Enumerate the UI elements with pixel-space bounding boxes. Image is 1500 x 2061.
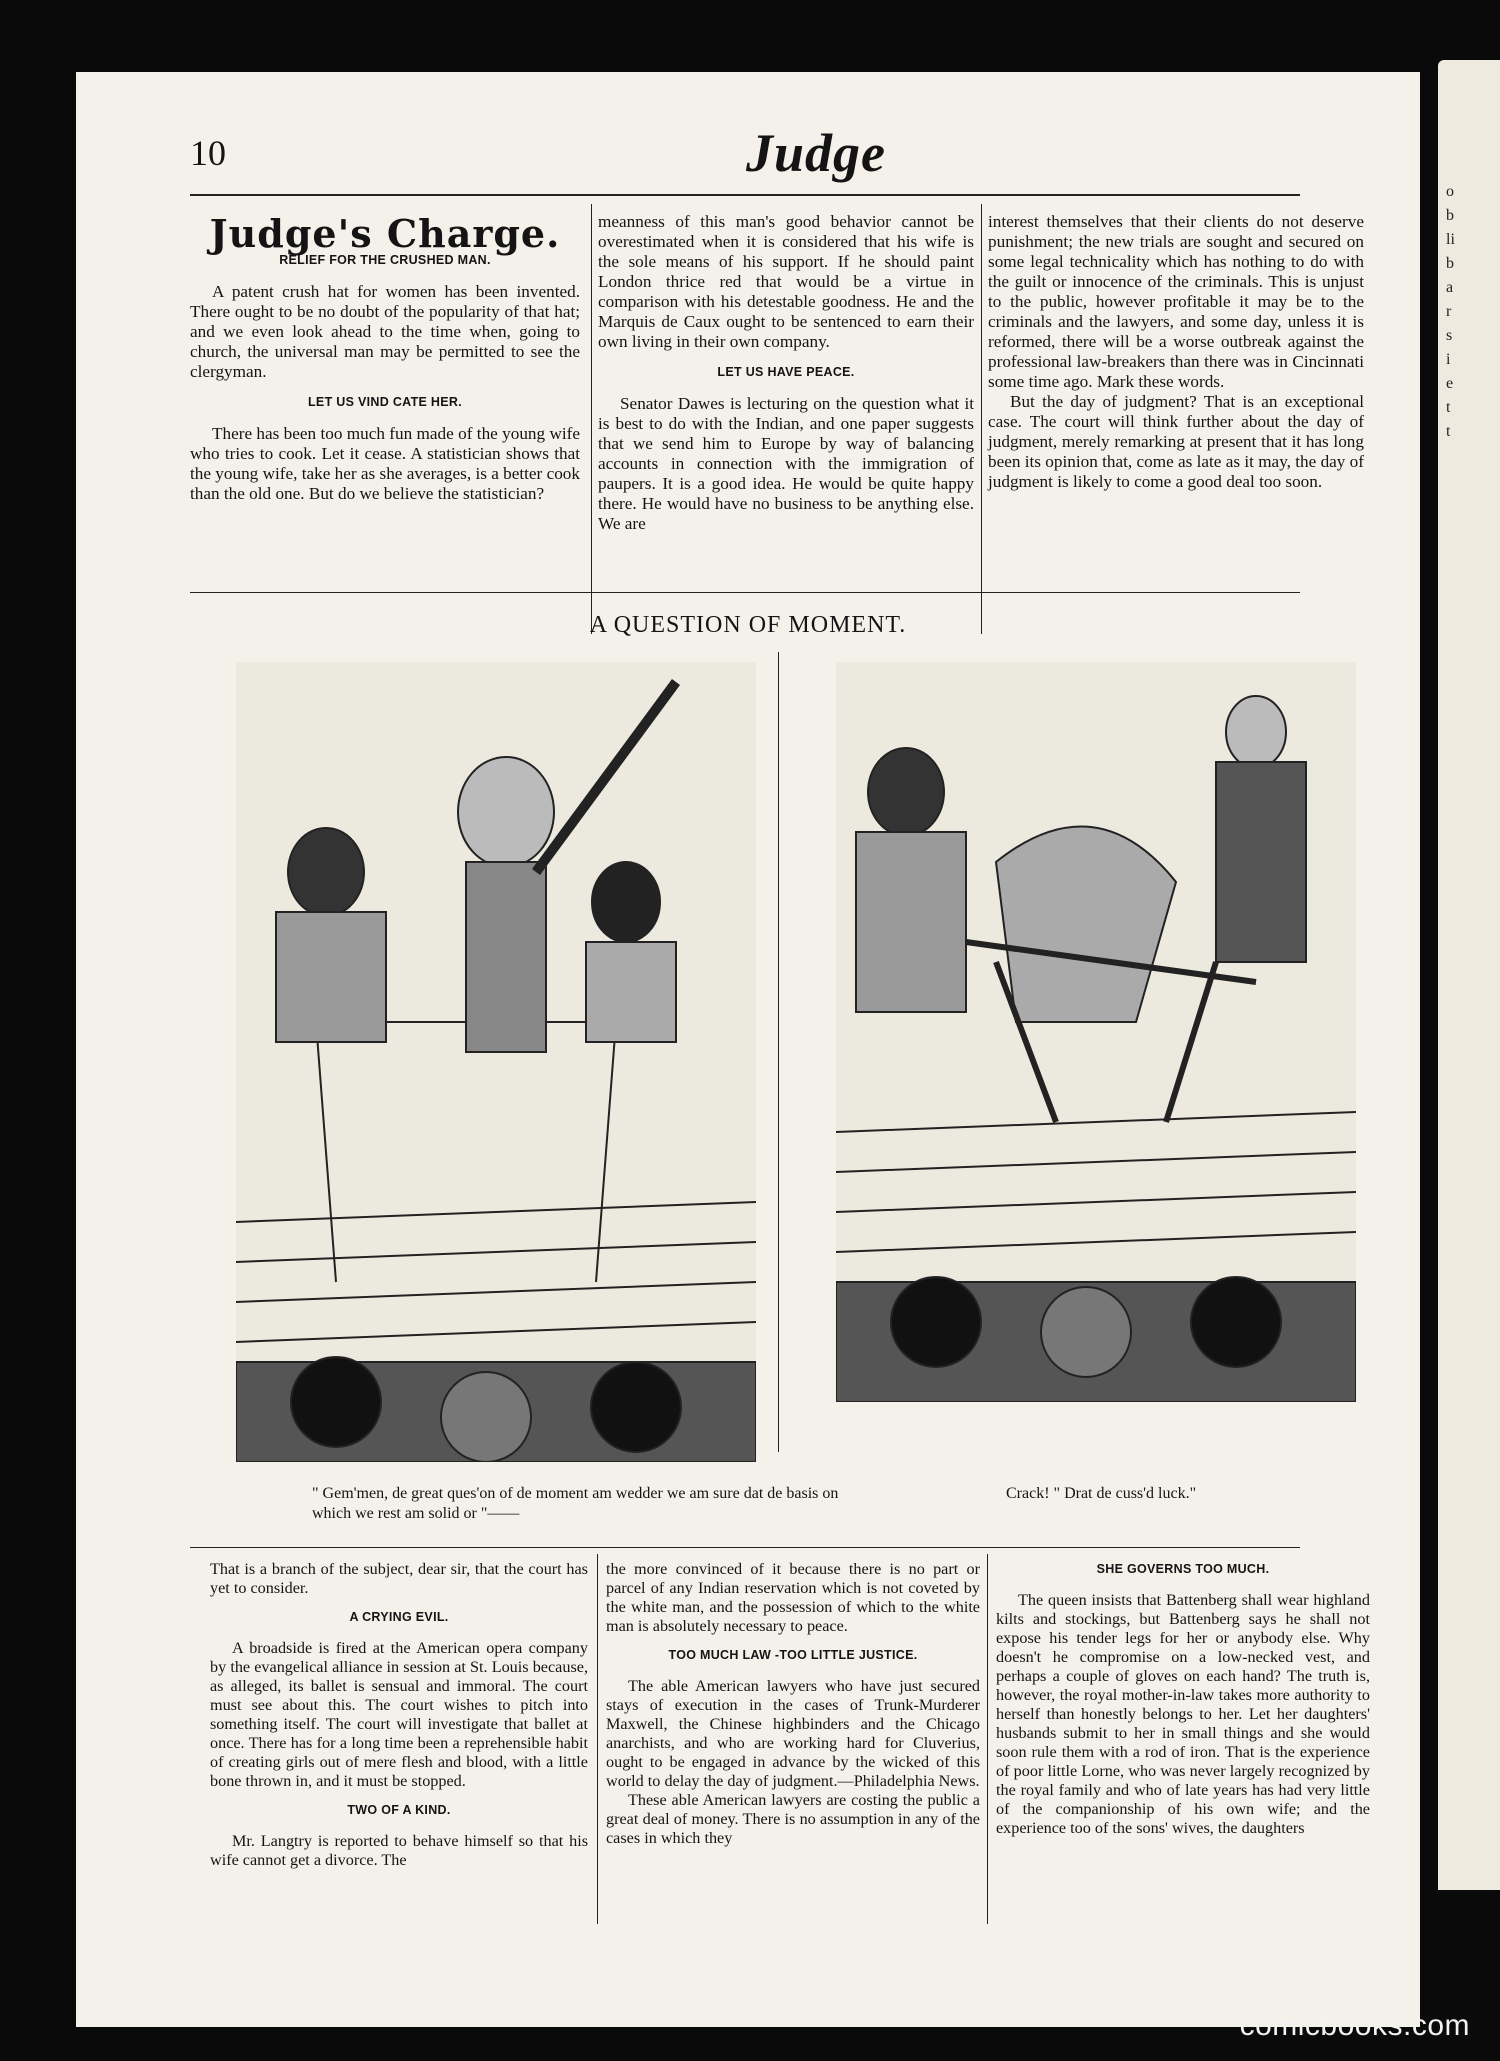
sliver-letter: o — [1446, 183, 1454, 200]
subheading: A CRYING EVIL. — [349, 1610, 449, 1624]
sliver-letter: t — [1446, 399, 1451, 416]
cartoon-panel-left — [236, 662, 756, 1462]
subheading: TOO MUCH LAW -TOO LITTLE JUSTICE. — [668, 1648, 918, 1662]
paragraph: These able American lawyers are costing the public a great deal of money. There is no assumption in any of the cases in which they — [606, 1791, 980, 1847]
paragraph: interest themselves that their clients do not deserve punishment; the new trials are sought and secured on some legal technicality which has nothing to do with the guilt or innocence of the criminals. This is unjust to the public, however profitable it may be to the criminals and the lawyers, and some day, unless it is reformed, there will be a worse outbreak against the professional law-breakers than there was in Cincinnati some time ago. Mark these words. — [988, 212, 1364, 391]
bottom-column-1 — [210, 1560, 588, 1870]
subheading: LET US VIND CATE HER. — [308, 395, 462, 409]
caption-left: " Gem'men, de great ques'on of de moment am wedder we am sure dat de basis on which we rest am solid or "—— — [312, 1485, 839, 1522]
sliver-letter: b — [1446, 255, 1454, 272]
caption-right: Crack! " Drat de cuss'd luck." — [1006, 1485, 1197, 1502]
sliver-letter: b — [1446, 207, 1454, 224]
paragraph: A broadside is fired at the American opera company by the evangelical alliance in session at St. Louis because, as alleged, its ballet is sensual and immoral. The court must see about this. The court wishes to pitch into something itself. The court will investigate that ballet at once. There has for a long time been a reprehensible habit of creating girls out of mere flesh and blood, with a little bone thrown in, and it must be stopped. — [210, 1639, 588, 1790]
column-divider — [987, 1554, 988, 1924]
cartoon-left-drawing — [236, 662, 756, 1462]
subheading: LET US HAVE PEACE. — [717, 365, 855, 379]
masthead-logo: Judge — [746, 123, 886, 183]
subheading: TWO OF A KIND. — [347, 1803, 451, 1817]
paragraph: But the day of judgment? That is an exceptional case. The court will think further about the day of judgment, merely remarking at present that it has long been its opinion that, come as late as it may, the day of judgment is likely to come a good deal too soon. — [988, 392, 1364, 491]
column-divider — [981, 204, 982, 634]
header-rule — [190, 194, 1300, 196]
feature-title: Judge's Charge. — [209, 211, 561, 256]
cartoon-right-drawing — [836, 662, 1356, 1402]
paragraph: That is a branch of the subject, dear sir, that the court has yet to consider. — [210, 1560, 588, 1597]
top-column-2 — [598, 212, 974, 534]
sliver-letter: t — [1446, 423, 1451, 440]
subheading: RELIEF FOR THE CRUSHED MAN. — [279, 253, 491, 267]
paragraph: Mr. Langtry is reported to behave himself so that his wife cannot get a divorce. The — [210, 1832, 588, 1869]
bottom-column-2 — [606, 1560, 980, 1848]
sliver-letter: e — [1446, 375, 1454, 392]
sliver-letter: li — [1446, 231, 1455, 248]
top-column-3 — [988, 212, 1364, 492]
column-divider — [597, 1554, 598, 1924]
paragraph: A patent crush hat for women has been invented. There ought to be no doubt of the popularity of that hat; and we even look ahead to the time when, going to church, the universal man may be permitted to see the clergyman. — [190, 282, 580, 381]
top-column-1 — [190, 212, 580, 504]
illustration-title: A QUESTION OF MOMENT. — [589, 612, 907, 638]
sliver-letter: i — [1446, 351, 1451, 368]
paragraph: The able American lawyers who have just secured stays of execution in the cases of Trunk-Murderer Maxwell, the Chinese highbinders and the Chicago anarchists, and who are working hard for Cluverius, ought to be engaged in advance by the wicked of this world to delay the day of judgment.—Philadelphia News. — [606, 1677, 980, 1790]
paragraph: Senator Dawes is lecturing on the question what it is best to do with the Indian, and one paper suggests that we send him to Europe by way of balancing accounts in connection with the immigration of paupers. It is a good idea. He would be quite happy there. He would have no business to be anything else. We are — [598, 394, 974, 533]
paragraph: The queen insists that Battenberg shall wear highland kilts and stockings, but Battenberg says he shall not expose his tender legs for her or anybody else. Why doesn't he compromise on a low-necked vest, and perhaps a couple of gloves on each hand? The truth is, however, the royal mother-in-law takes more authority to herself than honestly belongs to her. Let her daughters' husbands submit to her in small things and she would soon rule them with a rod of iron. That is the experience of poor little Lorne, who was never largely recognized by the royal family and who of late years has had very little of the companionship of his own wife; and the experience too of the sons' wives, the daughters — [996, 1591, 1370, 1837]
section-rule — [190, 592, 1300, 593]
sliver-letter: a — [1446, 279, 1454, 296]
cartoon-panel-right — [836, 662, 1356, 1402]
subheading: SHE GOVERNS TOO MUCH. — [1096, 1562, 1270, 1576]
watermark: comicbooks.com — [1239, 2009, 1470, 2042]
adjacent-page-edge — [1438, 60, 1500, 1890]
magazine-page — [76, 72, 1420, 2027]
section-rule — [190, 1547, 1300, 1548]
sliver-letter: r — [1446, 303, 1452, 320]
paragraph: the more convinced of it because there is no part or parcel of any Indian reservation which is not coveted by the white man, and the possession of which to the white man is absolutely necessary to peace. — [606, 1560, 980, 1635]
panel-divider — [778, 652, 779, 1452]
bottom-column-3 — [996, 1560, 1370, 1838]
column-divider — [591, 204, 592, 634]
paragraph: meanness of this man's good behavior cannot be overestimated when it is considered that his wife is the sole means of his support. If he should paint London thrice red that would be a virtue in comparison with his detestable goodness. He and the Marquis de Caux ought to be sentenced to earn their own living in their own company. — [598, 212, 974, 351]
page-number: 10 — [190, 133, 226, 173]
paragraph: There has been too much fun made of the young wife who tries to cook. Let it cease. A statistician shows that the young wife, take her as she averages, is a better cook than the old one. But do we believe the statistician? — [190, 424, 580, 503]
sliver-letter: s — [1446, 327, 1453, 344]
